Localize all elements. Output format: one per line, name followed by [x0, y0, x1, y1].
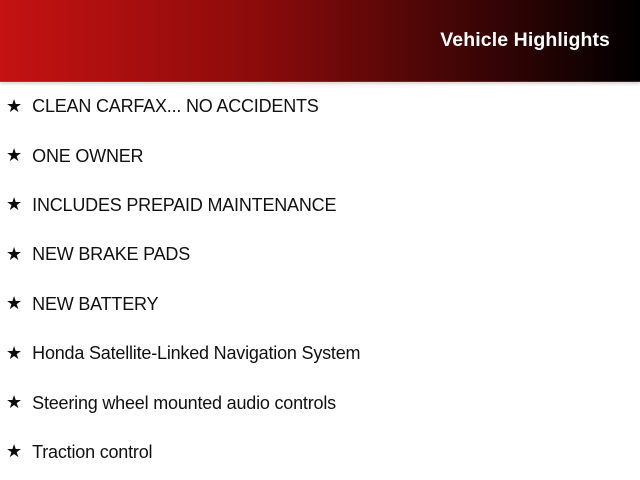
highlight-label: CLEAN CARFAX... NO ACCIDENTS: [32, 96, 319, 117]
highlight-label: Honda Satellite-Linked Navigation System: [32, 343, 361, 364]
list-item: [0, 329, 640, 378]
list-item: [0, 230, 640, 279]
star-icon: ★: [6, 243, 23, 265]
list-item: [0, 280, 640, 329]
star-icon: ★: [6, 441, 23, 463]
highlight-label: Steering wheel mounted audio controls: [32, 392, 336, 413]
star-icon: ★: [6, 194, 23, 216]
highlight-label: ONE OWNER: [32, 145, 144, 166]
list-item: [0, 82, 640, 131]
highlight-label: Traction control: [32, 441, 153, 462]
star-icon: ★: [6, 392, 23, 414]
star-icon: ★: [6, 342, 23, 364]
star-icon: ★: [6, 145, 23, 167]
list-item: [0, 428, 640, 477]
highlight-label: NEW BATTERY: [32, 293, 159, 314]
list-item: [0, 181, 640, 230]
banner: [0, 0, 640, 82]
star-icon: ★: [6, 95, 23, 117]
star-icon: ★: [6, 293, 23, 315]
list-item: [0, 378, 640, 427]
list-item: [0, 131, 640, 180]
highlight-label: NEW BRAKE PADS: [32, 244, 191, 265]
page-title: Vehicle Highlights: [440, 29, 610, 51]
highlight-label: INCLUDES PREPAID MAINTENANCE: [32, 194, 337, 215]
highlights-list: [0, 82, 640, 477]
